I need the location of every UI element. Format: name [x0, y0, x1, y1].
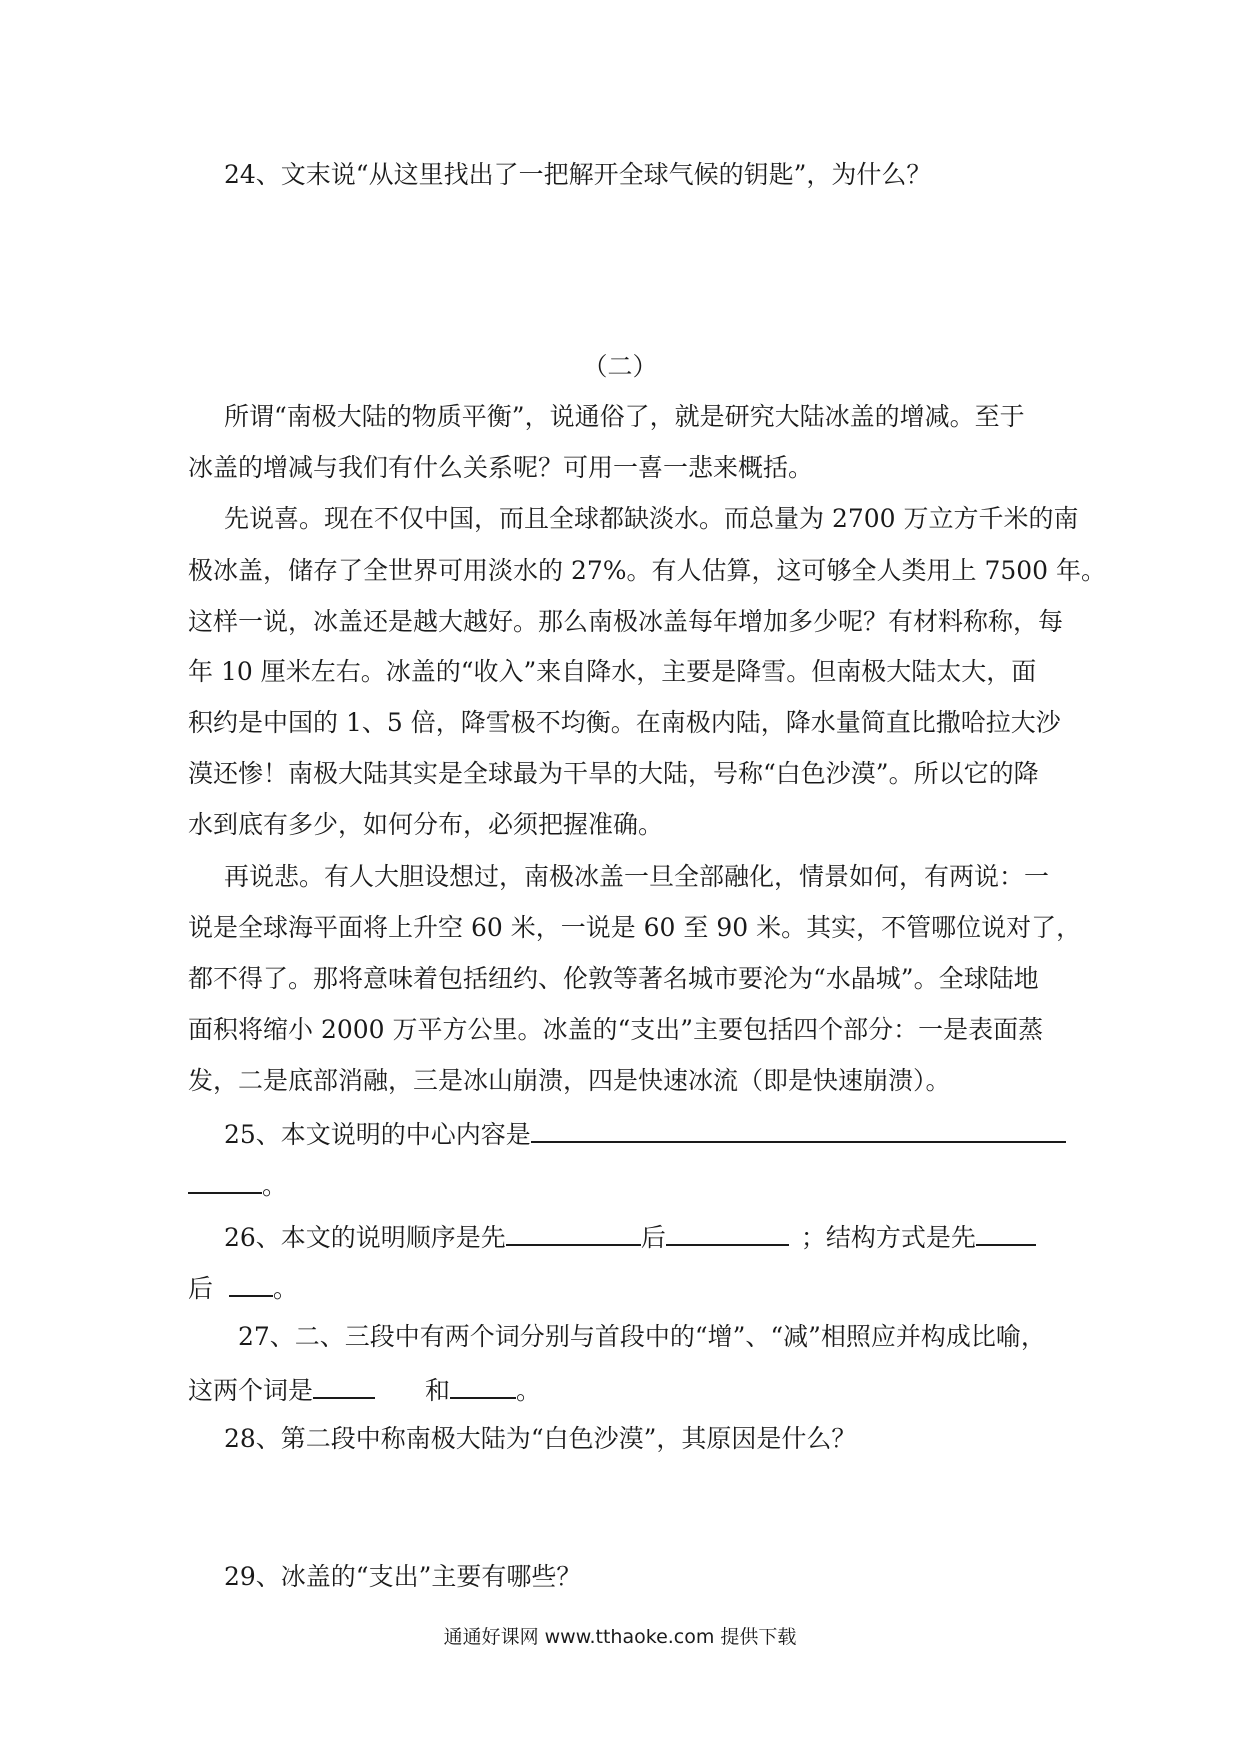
paragraph-2-line: 这样一说，冰盖还是越大越好。那么南极冰盖每年增加多少呢？有材料称称，每	[188, 607, 1064, 636]
question-25-continuation	[188, 1168, 287, 1201]
question-24: 24、文末说“从这里找出了一把解开全球气候的钥匙”，为什么？	[224, 160, 932, 189]
answer-blank-25b[interactable]	[188, 1168, 262, 1194]
question-27-continuation	[188, 1373, 541, 1406]
question-26	[224, 1220, 1036, 1253]
paragraph-2-line: 先说喜。现在不仅中国，而且全球都缺淡水。而总量为 2700 万立方千米的南	[224, 504, 1079, 533]
period: 。	[262, 1171, 288, 1200]
paragraph-2-line: 漠还惨！南极大陆其实是全球最为干旱的大陆，号称“白色沙漠”。所以它的降	[188, 759, 1039, 788]
period: 。	[272, 1274, 298, 1303]
paragraph-3-line: 再说悲。有人大胆设想过，南极冰盖一旦全部融化，情景如何，有两说：一	[224, 862, 1050, 891]
answer-blank-26d[interactable]	[229, 1271, 273, 1297]
period: 。	[516, 1376, 542, 1405]
question-26-text: 26、本文的说明顺序是先	[224, 1223, 506, 1252]
answer-blank-26c[interactable]	[976, 1220, 1036, 1246]
paragraph-2-line: 水到底有多少，如何分布，必须把握准确。	[188, 810, 664, 839]
paragraph-2-line: 年 10 厘米左右。冰盖的“收入”来自降水，主要是降雪。但南极大陆太大，面	[188, 657, 1037, 686]
question-26-structure-label: ；结构方式是先	[800, 1223, 976, 1252]
question-26-after-label: 后	[640, 1223, 666, 1252]
question-27-and-label: 和	[425, 1376, 451, 1405]
question-28: 28、第二段中称南极大陆为“白色沙漠”，其原因是什么？	[224, 1424, 857, 1453]
answer-blank-26b[interactable]	[666, 1220, 789, 1246]
question-27: 27、二、三段中有两个词分别与首段中的“增”、“减”相照应并构成比喻，	[238, 1322, 1046, 1351]
question-25	[224, 1117, 1066, 1150]
paragraph-1-line: 所谓“南极大陆的物质平衡”，说通俗了，就是研究大陆冰盖的增减。至于	[224, 402, 1025, 431]
question-26-continuation	[188, 1271, 298, 1304]
answer-blank-27a[interactable]	[313, 1373, 375, 1399]
paragraph-3-line: 说是全球海平面将上升空 60 米，一说是 60 至 90 米。其实，不管哪位说对了，	[188, 913, 1082, 942]
paragraph-2-line: 积约是中国的 1、5 倍，降雪极不均衡。在南极内陆，降水量简直比撒哈拉大沙	[188, 708, 1061, 737]
question-25-text: 25、本文说明的中心内容是	[224, 1120, 531, 1149]
question-27-text: 这两个词是	[188, 1376, 314, 1405]
paragraph-3-line: 发，二是底部消融，三是冰山崩溃，四是快速冰流（即是快速崩溃）。	[188, 1066, 951, 1095]
paragraph-1-line: 冰盖的增减与我们有什么关系呢？可用一喜一悲来概括。	[188, 453, 814, 482]
answer-blank-27b[interactable]	[450, 1373, 516, 1399]
paragraph-3-line: 都不得了。那将意味着包括纽约、伦敦等著名城市要沦为“水晶城”。全球陆地	[188, 964, 1039, 993]
section-heading: （二）	[582, 352, 658, 381]
paragraph-2-line: 极冰盖，储存了全世界可用淡水的 27%。有人估算，这可够全人类用上 7500 年。	[188, 556, 1107, 585]
question-29: 29、冰盖的“支出”主要有哪些？	[224, 1562, 582, 1591]
answer-blank-26a[interactable]	[506, 1220, 641, 1246]
page-footer: 通通好课网 www.tthaoke.com 提供下载	[443, 1626, 797, 1648]
paragraph-3-line: 面积将缩小 2000 万平方公里。冰盖的“支出”主要包括四个部分：一是表面蒸	[188, 1015, 1044, 1044]
answer-blank-25a[interactable]	[531, 1117, 1066, 1143]
question-26-after-label-2: 后	[188, 1274, 214, 1303]
